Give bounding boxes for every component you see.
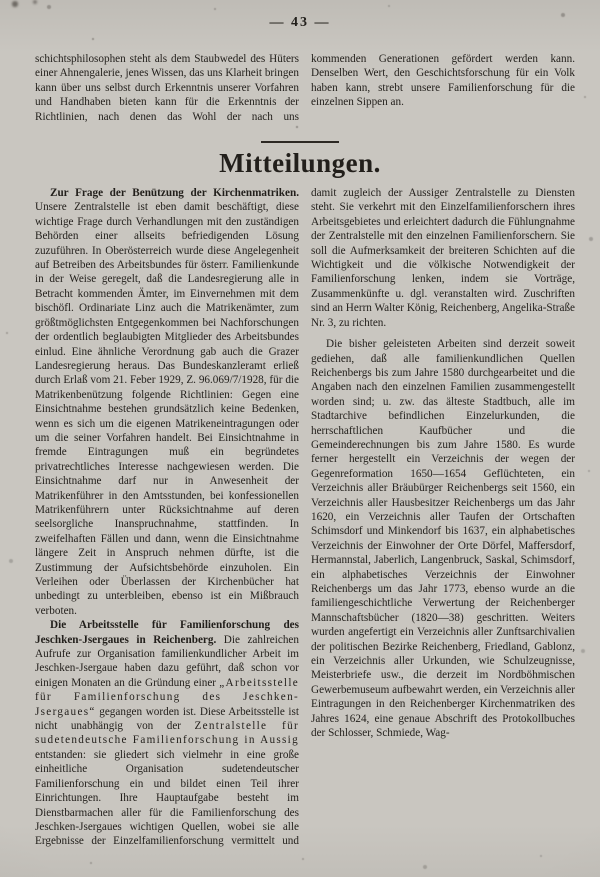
continuation-paragraph [35,52,575,124]
article-arbeitsstelle-progress [311,337,575,740]
page-number: — 43 — [269,15,331,30]
article-arbeitsstelle-spaced-name-1: „Arbeitsstelle für Familienforschung des Jeschken-Jsergaues“ [35,676,300,718]
article-kirchenmatriken-lead: Zur Frage der Benützung der Kirchenmatriken. [50,187,299,200]
article-arbeitsstelle-lead: Die Arbeitsstelle für Familienforschung des Jeschken-Jsergaues in Reichenberg. [35,619,299,646]
article-arbeitsstelle-body-3: entstanden: sie gliedert sich vielmehr in eine große einheitliche Organisation sudetendeutscher Familienforschung ein und bildet einen Teil ihrer Einrichtungen. Ihre Hauptaufgabe besteht im Dienstbarmachen aller für die Familienforschung des Jeschken-Jsergaues wichtigen Quellen, wobei sie alle Ergebnisse der Einzelfamilienforschung vermittelt und damit zugleich der Aussiger Zentralstelle zu Diensten steht. Sie verkehrt mit den Einzelfamilienforschern ihres Arbeitsgebietes und erleichtert dadurch die Fühlungnahme der Zentralstelle mit den einzelnen Familienforschern. Sie soll die Aufmerksamkeit der breiteren Schichten auf die Wichtigkeit und die völkische Notwendigkeit der Familienforschung lenken, indem sie Vorträge, Zusammenkünfte u. dgl. veranstalten wird. Zuschriften sind an Herrn Walter König, Reichenberg, Angelika-Straße Nr. 3, zu richten. [35,187,575,848]
article-arbeitsstelle-spaced-name-2: Zentralstelle für sudetendeutsche Familienforschung in Aussig [35,720,299,747]
mitteilungen-body [35,186,575,856]
continuation-left-fragment: schichtsphilosophen steht als dem Staubwedel des Hüters einer Ahnengalerie, jenes Wissen, das uns Klarheit bringen kann über uns selbst durch Erkenntnis unserer Vorfahren und Handhaben bieten kann für die Erkenntnis der Richtlinien, nach denen das [35,53,299,123]
section-divider-rule [261,141,339,143]
section-heading: Mitteilungen. [219,148,381,179]
article-continuation-block [35,52,575,124]
article-kirchenmatriken-body: Unsere Zentralstelle ist eben damit beschäftigt, diese wichtige Frage durch Verhandlungen mit den zuständigen Behörden einer allseits befriedigenden Lösung zuzuführen. In Oberösterreich wurde diese Angelegenheit auf Betreiben des Arbeitsbundes für österr. Familienkunde in der Weise geregelt, daß die Landesregierung alle in Betracht kommenden Ämter, im Einvernehmen mit dem bischöfl. Ordinariate Linz auch die Matrikenämter, zum größtmöglichsten Entgegenkommen bei Nachforschungen der ordentlich beglaubigten Mitglieder des Arbeitsbundes einlud. Eine ähnliche Verordnung gab auch die Grazer Landesregierung heraus. Das Bundeskanzleramt erließ durch Erlaß vom 21. Feber 1929, Z. 96.069/7/1928, für die Matrikenbenützung folgende Richtlinien: Gegen eine Einsichtnahme bestehen grundsätzlich keine Bedenken, wenn es sich um die eigenen Matrikeneintragungen oder um die seiner Vorfahren handelt. Bei Einsichtnahme in fremde Eintragungen muß ein begründetes privatrechtliches Interesse nachgewiesen werden. Die Einsichtnahme darf nur in Anwesenheit der Matrikenführer in den Amtsstunden, bei konfessionellen Matrikenführern unter Rücksichtnahme auf deren seelsorgliche Inanspruchnahme, stattfinden. In zweifelhaften Fällen und dann, wenn die Einsichtnahme längere Zeit in Anspruch nehmen dürfte, ist die Zustimmung der Aufsichtsbehörde einzuholen. Ein Verleihen oder Überlassen der Kirchenbücher hat unbedingt zu unterbleiben, ebenso ist ein Mißbrauch verboten. [35,201,299,617]
continuation-right-fragment: Wohl der nach uns kommenden Generationen gefördert werden kann. Denselben Wert, den Geschichtsforschung für ein Volk haben kann, strebt unsere Familienforschung für die einzelnen Sippen an. [192,53,575,123]
article-arbeitsstelle-progress-text: Die bisher geleisteten Arbeiten sind derzeit soweit gediehen, daß alle familienkundlichen Quellen Reichenbergs bis zum Jahre 1580 durchgearbeitet und die Angaben nach den einzelnen Familien zusammengestellt worden sind; u. zw. das älteste Stadtbuch, alle im Stadtarchive befindlichen Einzelurkunden, die herrschaftlichen Kaufbücher und die Gemeinderechnungen bis zum Jahre 1580. Es wurde ferner hergestellt ein Verzeichnis der wegen der Gegenreformation 1650—1654 Geflüchteten, ein Verzeichnis aller Bräubürger Reichenbergs seit 1560, ein Verzeichnis aller Hausbesitzer Reichenbergs um das Jahr 1620, ein Verzeichnis aller Taufen der Ortschaften Schimsdorf und Minkendorf bis 1637, ein alphabetisches Verzeichnis der Einwohner der Orte Dörfel, Maffersdorf, Hermannstal, Jaberlich, Langenbruck, Saskal, Schimsdorf, ein alphabetisches Verzeichnis der Einwohner Reichenbergs um das Jahr 1773, ebenso wurde an die familiengeschichtliche Verwertung der Reichenberger Mannschaftsbücher (1820—38) geschritten. Weiters wurden angefertigt ein Verzeichnis aller Zunftsarchivalien der politischen Bezirke Reichenberg, Friedland, Gablonz, ein Verzeichnis aller Urkunden, wie Schulzeugnisse, Meisterbriefe usw., die derzeit im Nordböhmischen Gewerbemuseum aufbewahrt werden, ein Verzeichnis aller Eintragungen in den Reichenberger Kirchenmatriken des Jahres 1624, eine genaue Abschrift des Protokollbuches der Schlosser, Schmiede, Wag- [311,338,575,740]
article-arbeitsstelle-body-1: Die zahlreichen Aufrufe zur Organisation familienkundlicher Arbeit im Jeschken-Jsergaue haben dazu geführt, daß schon vor einigen Monaten an die Gründung einer [35,633,299,689]
article-arbeitsstelle-body-2: gegangen worden ist. Diese Arbeitsstelle ist nicht unabhängig von der [35,705,299,733]
article-kirchenmatriken [35,186,299,618]
